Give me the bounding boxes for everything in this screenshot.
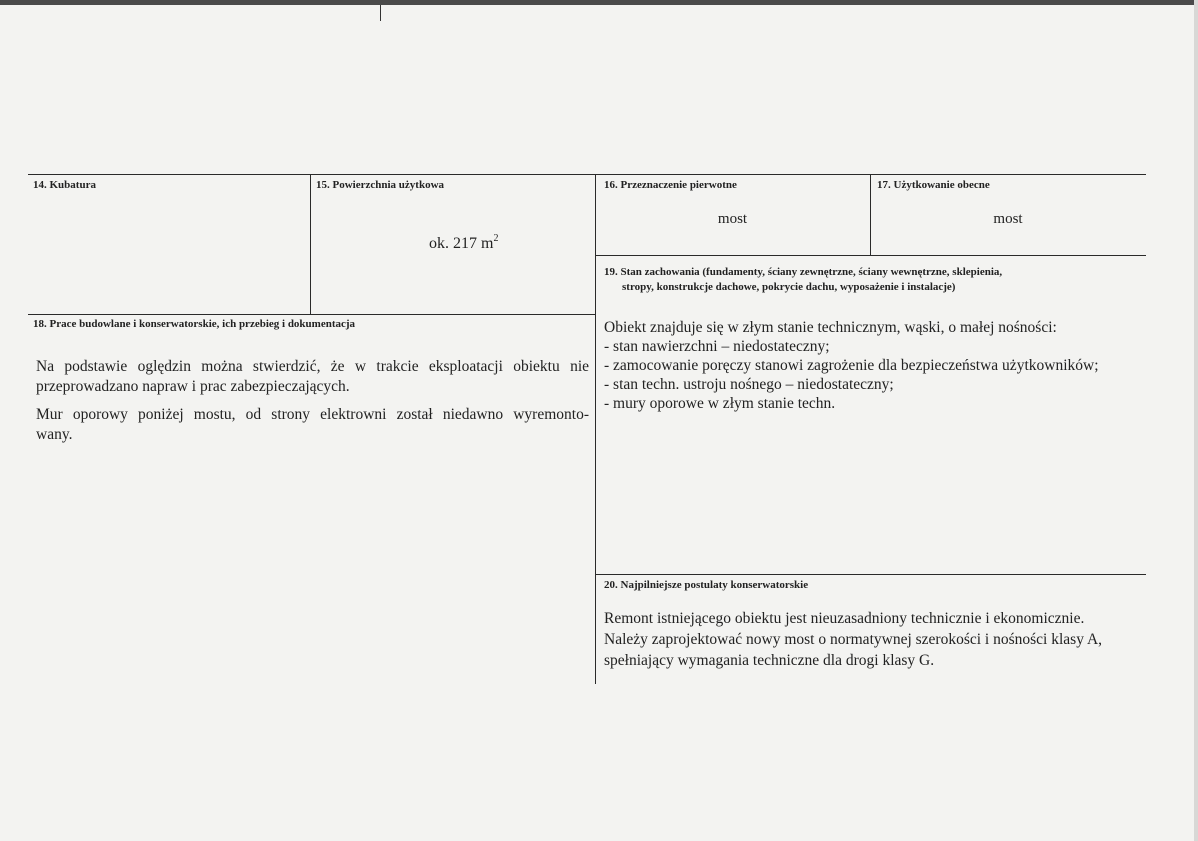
field-15-unit-sup: 2 [493,233,499,244]
field-19-text [604,318,1144,413]
field-20-label: 20. Najpilniejsze postulaty konserwatorskie [604,579,809,591]
rule-v2 [595,174,596,684]
field-16-value: most [717,211,748,227]
scan-top-edge [0,0,1198,5]
rule-v1 [310,174,311,314]
field-17-value: most [993,211,1023,227]
field-20-line: spełniający wymagania techniczne dla drogi klasy G. [604,652,935,669]
field-15-value-text: ok. 217 m [429,235,494,252]
field-18-p1-line1: Na podstawie oględzin można stwierdzić, że w trakcie eksploatacji obiektu nie [36,358,589,375]
field-18-p2-line2: wany. [36,426,73,443]
field-18-p1-line2: przeprowadzano napraw i prac zabezpieczających. [36,378,350,395]
field-20-text [604,608,1144,671]
field-19-label-line2: stropy, konstrukcje dachowe, pokrycie dachu, wyposażenie i instalacje) [622,281,956,293]
rule-f19-bottom [595,574,1146,575]
field-17-label: 17. Użytkowanie obecne [877,179,990,191]
field-18-label: 18. Prace budowlane i konserwatorskie, ich przebieg i dokumentacja [33,318,356,330]
rule-f15-bottom [28,314,595,315]
field-15-label: 15. Powierzchnia użytkowa [316,179,445,191]
field-20-line: Remont istniejącego obiektu jest nieuzasadniony technicznie i ekonomicznie. [604,610,1085,627]
field-14-label: 14. Kubatura [33,179,96,191]
scan-tick-mark [380,5,381,21]
field-18-paragraph-2 [36,405,589,445]
field-19-line: Obiekt znajduje się w złym stanie technicznym, wąski, o małej nośności: [604,319,1057,336]
rule-f16-bottom [595,255,1146,256]
field-20-line: Należy zaprojektować nowy most o normatywnej szerokości i nośności klasy A, [604,631,1103,648]
field-15-value [429,229,498,254]
field-19-line: - zamocowanie poręczy stanowi zagrożenie dla bezpieczeństwa użytkowników; [604,357,1099,374]
field-19-label-line1: 19. Stan zachowania (fundamenty, ściany zewnętrzne, ściany wewnętrzne, sklepienia, [604,266,1003,278]
field-18-paragraph-1 [36,357,589,397]
field-18-p2-line1: Mur oporowy poniżej mostu, od strony elektrowni został niedawno wyremonto- [36,406,589,423]
scan-right-edge [1194,0,1198,841]
field-16-label: 16. Przeznaczenie pierwotne [604,179,737,191]
field-19-line: - stan techn. ustroju nośnego – niedostateczny; [604,376,894,393]
field-19-line: - mury oporowe w złym stanie techn. [604,395,836,412]
rule-top [28,174,1146,175]
field-19-line: - stan nawierzchni – niedostateczny; [604,338,830,355]
